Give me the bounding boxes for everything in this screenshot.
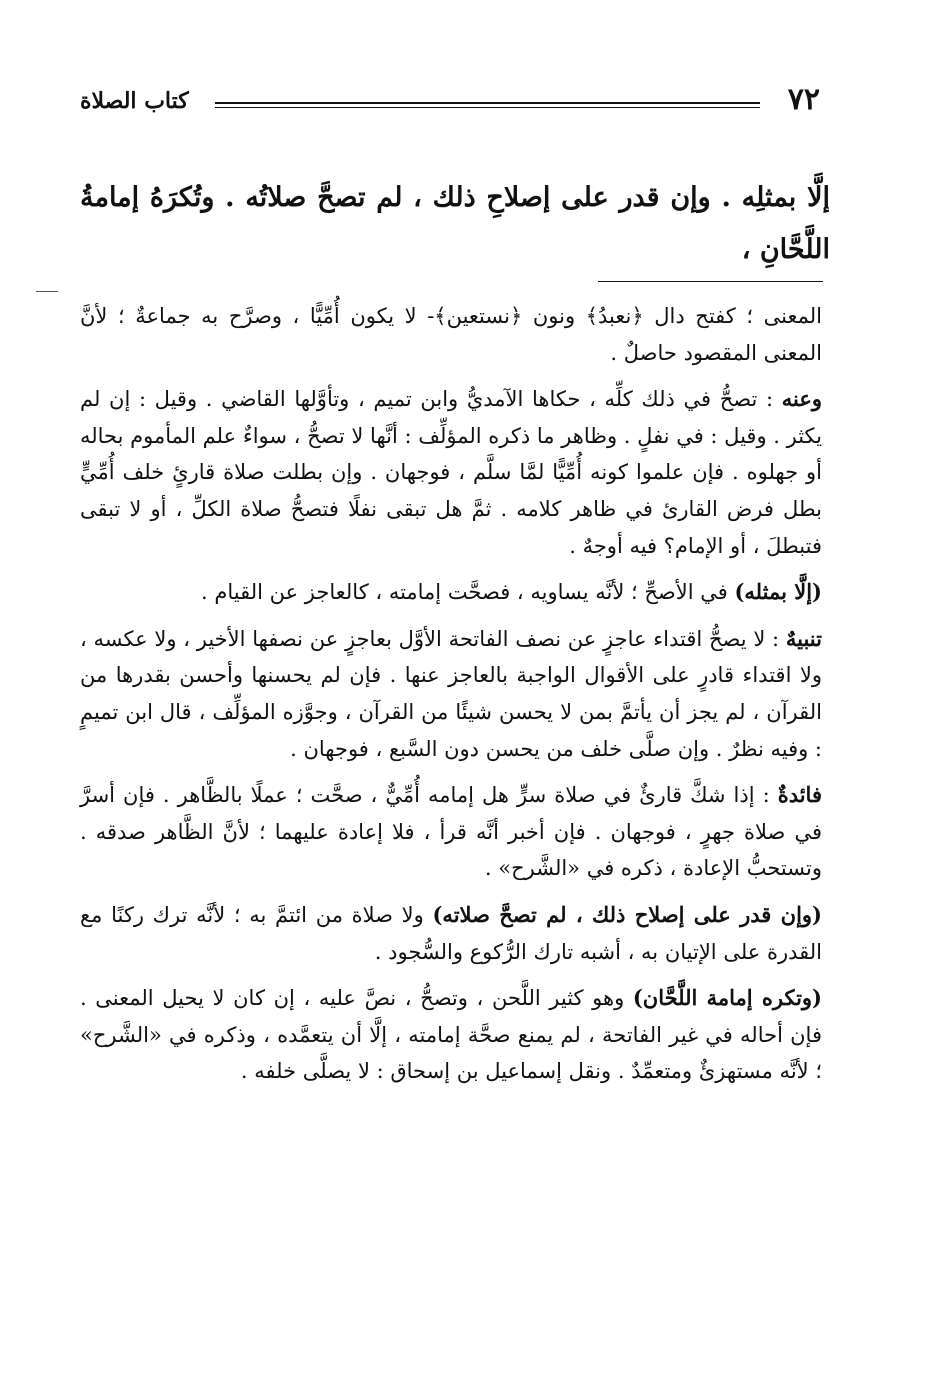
paragraph-lead: تنبيهٌ (785, 625, 822, 651)
commentary-paragraph-2 (80, 381, 822, 564)
commentary (80, 298, 822, 1100)
commentary-paragraph-7 (80, 980, 822, 1090)
paragraph-lead: وعنه (781, 386, 822, 412)
paragraph-lead: فائدةٌ (777, 782, 822, 808)
matn-text: إلَّا بمثلِه . وإن قدر على إصلاحِ ذلك ، لم تصحَّ صلاتُه . وتُكرَهُ إمامةُ اللَّحَّانِ ، (80, 182, 830, 265)
commentary-paragraph-5 (80, 777, 822, 887)
page-number: ٧٢ (787, 82, 820, 117)
paragraph-lead: (وإن قدر على إصلاح ذلك ، لم تصحَّ صلاته) (432, 901, 822, 927)
commentary-paragraph-1 (80, 298, 822, 371)
commentary-paragraph-6 (80, 897, 822, 970)
paragraph-text: ولا صلاة من ائتمَّ به ؛ لأنَّه ترك ركنًا مع القدرة على الإتيان به ، أشبه تارك الرُّكوع والسُّجود . (80, 902, 822, 964)
page-header (80, 82, 820, 122)
header-rule (215, 102, 760, 108)
commentary-paragraph-4 (80, 621, 822, 767)
running-title: كتاب الصلاة (80, 88, 189, 114)
matn-divider (598, 281, 823, 282)
paragraph-text: المعنى ؛ كفتح دال ﴿نعبدُ﴾ ونون ﴿نستعين﴾- لا يكون أُمِّيًّا ، وصرَّح به جماعةٌ ؛ لأنَّ المعنى المقصود حاصلٌ . (80, 304, 822, 365)
paragraph-text: وهو كثير اللَّحن ، وتصحُّ ، نصَّ عليه ، إن كان لا يحيل المعنى . فإن أحاله في غير الفاتحة ، لم يمنع صحَّة إمامته ، إلَّا أن يتعمَّده ، وذكره في «الشَّرح» ؛ لأنَّه مستهزئٌ ومتعمِّدٌ . ونقل إسماعيل بن إسحاق : لا يصلَّى خلفه . (80, 986, 822, 1084)
paragraph-text: : تصحُّ في ذلك كلِّه ، حكاها الآمديُّ وابن تميم ، وتأوَّلها القاضي . وقيل : إن لم يكثر . وقيل : في نفلٍ . وظاهر ما ذكره المؤلِّف : أنَّها لا تصحُّ ، سواءٌ علم المأموم بحاله أو جهلوه . فإن علموا كونه أُمِّيًّا لمَّا سلَّم ، فوجهان . وإن بطلت صلاة قارئٍ خلف أُمِّيٍّ بطل فرض القارئ في ظاهر كلامه . ثمَّ هل تبقى نفلًا فتصحُّ صلاة الكلِّ ، أو لا تبقى فتبطلَ ، أو الإمام؟ فيه أوجهٌ . (80, 387, 822, 558)
paragraph-text: في الأصحِّ ؛ لأنَّه يساويه ، فصحَّت إمامته ، كالعاجز عن القيام . (200, 580, 735, 605)
paragraph-lead: (وتكره إمامة اللَّحَّان) (632, 985, 822, 1011)
paragraph-lead: (إلَّا بمثله) (734, 579, 822, 605)
paragraph-text: : لا يصحُّ اقتداء عاجزٍ عن نصف الفاتحة الأوَّل بعاجزٍ عن نصفها الأخير ، ولا عكسه ، ولا اقتداء قادرٍ على الأقوال الواجبة بالعاجز عنها . فإن لم يحسنها وأحسن بقدرها من القرآن ، لم يجز أن يأتمَّ بمن لا يحسن شيئًا من القرآن ، وجوَّزه المؤلِّف ، قال ابن تميمٍ : وفيه نظرٌ . وإن صلَّى خلف من يحسن دون السَّبع ، فوجهان . (80, 626, 822, 761)
margin-mark (36, 291, 58, 292)
commentary-paragraph-3 (80, 574, 822, 611)
paragraph-text: : إذا شكَّ قارئٌ في صلاة سرٍّ هل إمامه أُمِّيٌّ ، صحَّت ؛ عملًا بالظَّاهر . فإن أسرَّ في صلاة جهرٍ ، فوجهان . فإن أخبر أنَّه قرأ ، فلا إعادة عليهما ؛ لأنَّ الظَّاهر صدقه . وتستحبُّ الإعادة ، ذكره في «الشَّرح» . (80, 783, 822, 881)
